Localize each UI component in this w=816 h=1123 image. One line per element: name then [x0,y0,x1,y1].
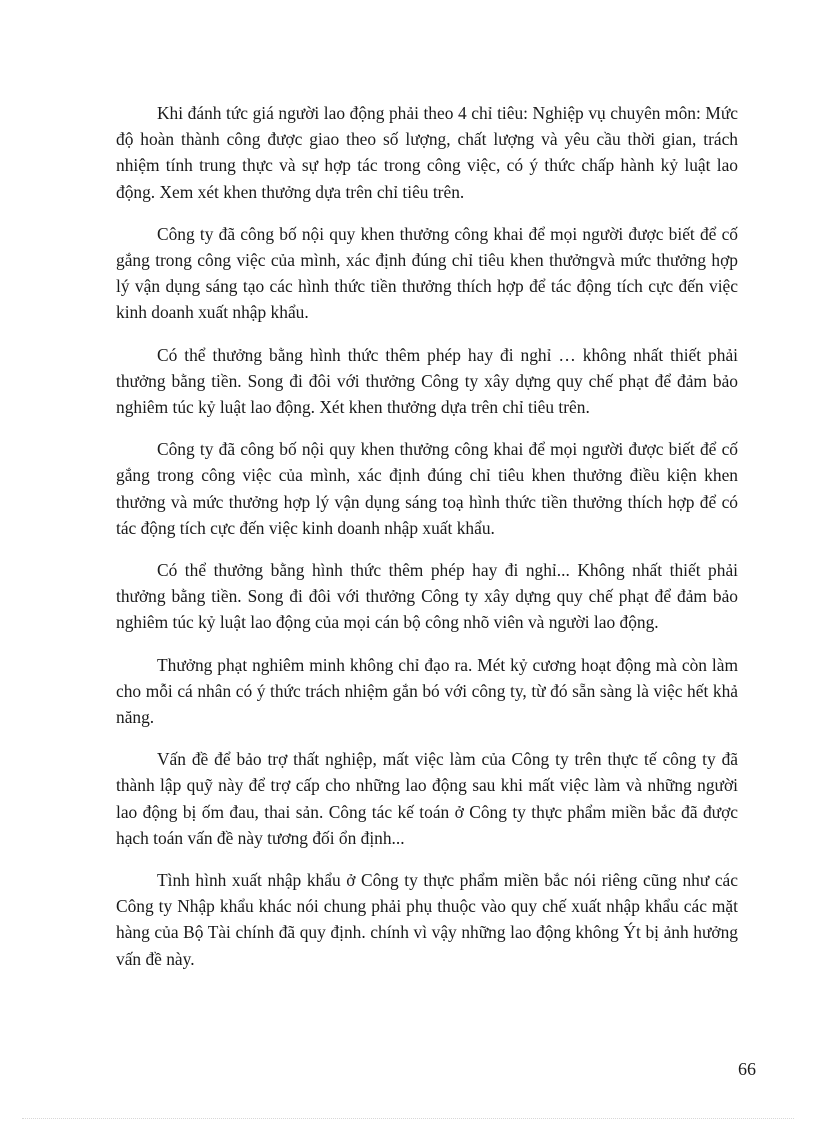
page-bottom-divider [22,1118,794,1119]
paragraph: Vấn đề để bảo trợ thất nghiệp, mất việc làm của Công ty trên thực tế công ty đã thành lập quỹ này để trợ cấp cho những lao động sau khi mất việc làm và những người lao động bị ốm đau, thai sản. Công tác kế toán ở Công ty thực phẩm miền bắc đã được hạch toán vấn đề này tương đối ổn định... [116,749,738,848]
paragraph: Công ty đã công bố nội quy khen thưởng công khai để mọi người được biết để cố gắng trong công việc của mình, xác định đúng chỉ tiêu khen thưởng điều kiện khen thưởng và mức thưởng hợp lý vận dụng sáng toạ hình thức tiền thưởng thích hợp để có tác động tích cực đến việc kinh doanh nhập xuất khẩu. [116,439,738,538]
paragraph: Có thể thưởng bằng hình thức thêm phép hay đi nghỉ … không nhất thiết phải thưởng bằng tiền. Song đi đôi với thưởng Công ty xây dựng quy chế phạt để đảm bảo nghiêm túc kỷ luật lao động. Xét khen thưởng dựa trên chỉ tiêu trên. [116,344,738,418]
page-body [116,100,738,988]
paragraph: Thưởng phạt nghiêm minh không chỉ đạo ra. Mét kỷ cương hoạt động mà còn làm cho mỗi cá nhân có ý thức trách nhiệm gắn bó với công ty, từ đó sẵn sàng là việc hết khả năng. [116,654,738,728]
paragraph: Có thể thưởng bằng hình thức thêm phép hay đi nghỉ... Không nhất thiết phải thưởng bằng tiền. Song đi đôi với thưởng Công ty xây dựng quy chế phạt để đảm bảo nghiêm túc kỷ luật lao động của mọi cán bộ công nhõ viên và người lao động. [116,560,738,633]
paragraph: Khi đánh tức giá người lao động phải theo 4 chỉ tiêu: Nghiệp vụ chuyên môn: Mức độ hoàn thành công được giao theo số lượng, chất lượng và yêu cầu thời gian, trách nhiệm tính trung thực và sự hợp tác trong công việc, có ý thức chấp hành kỷ luật lao động. Xem xét khen thưởng dựa trên chỉ tiêu trên. [116,103,738,202]
page-number: 66 [738,1059,756,1079]
paragraph: Tình hình xuất nhập khẩu ở Công ty thực phẩm miền bắc nói riêng cũng như các Công ty Nhập khẩu khác nói chung phải phụ thuộc vào quy chế xuất nhập khẩu các mặt hàng của Bộ Tài chính đã quy định. chính vì vậy những lao động không Ýt bị ảnh hưởng vấn đề này. [116,870,738,969]
paragraph: Công ty đã công bố nội quy khen thưởng công khai để mọi người được biết để cố gắng trong công việc của mình, xác định đúng chỉ tiêu khen thưởngvà mức thưởng hợp lý vận dụng sáng tạo các hình thức tiền thưởng thích hợp để tác động tích cực đến việc kinh doanh xuất nhập khẩu. [116,223,738,323]
